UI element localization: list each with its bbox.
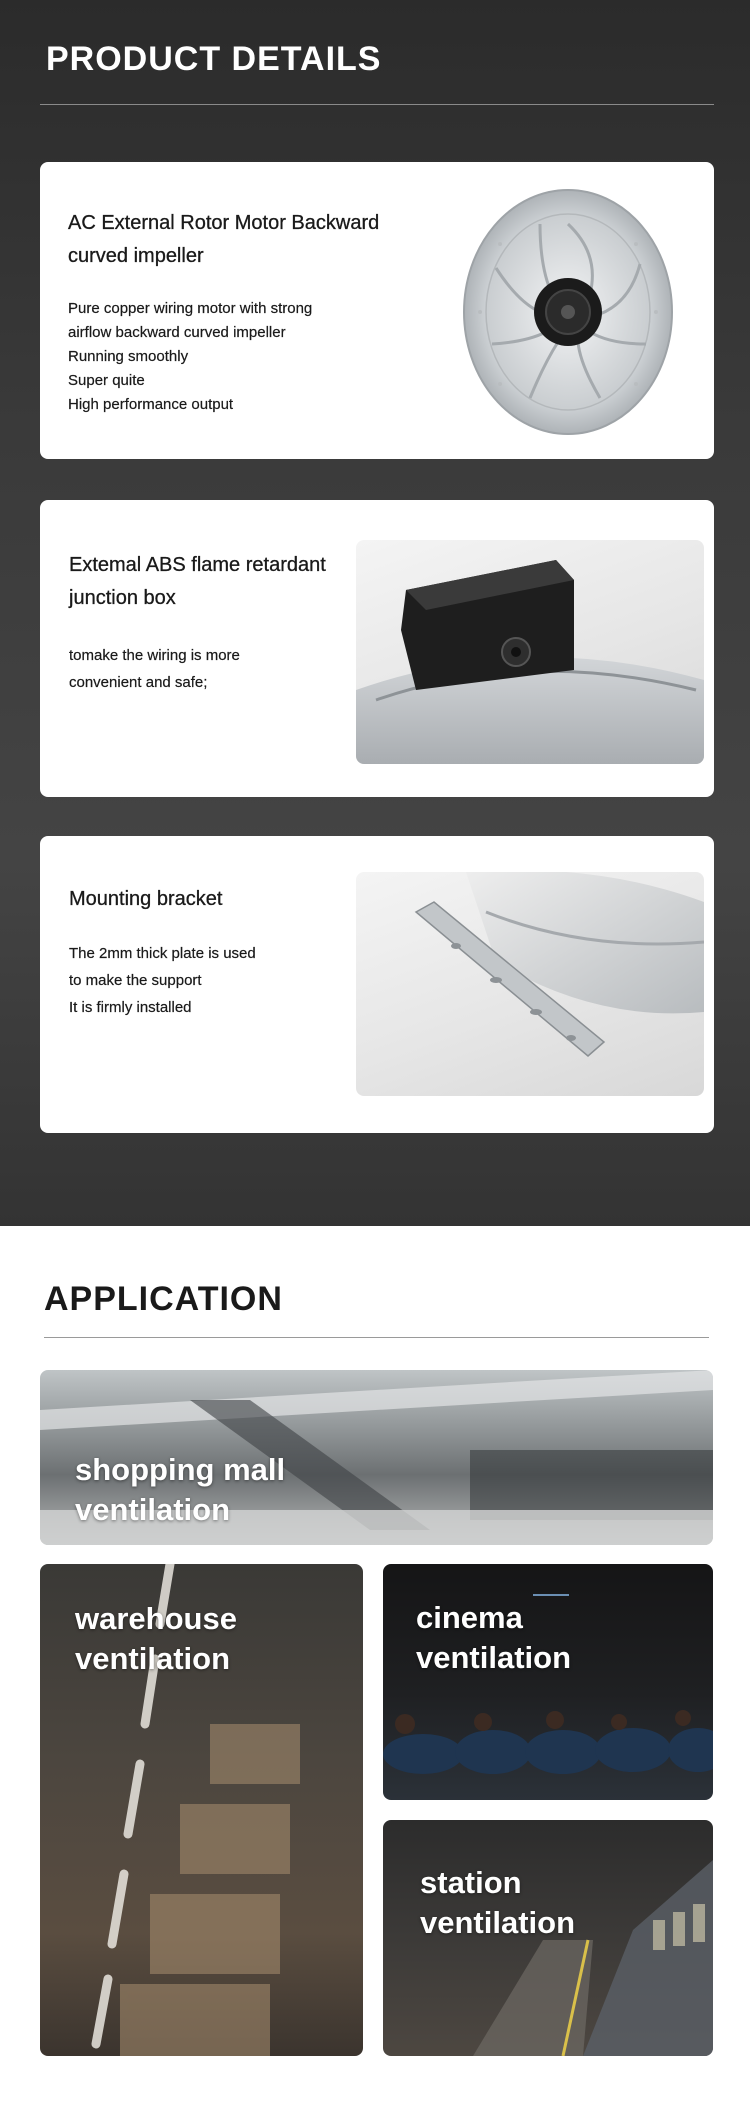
tile-label: cinema ventilation <box>416 1600 572 1675</box>
feature-card-impeller <box>40 162 714 459</box>
application-title: APPLICATION <box>44 1280 283 1318</box>
junction-box-image <box>356 540 704 764</box>
mounting-bracket-image <box>356 872 704 1096</box>
tile-label: station ventilation <box>420 1865 576 1940</box>
feature-title: Extemal ABS flame retardant junction box <box>69 554 326 609</box>
divider <box>40 104 714 105</box>
feature-line: The 2mm thick plate is used <box>69 945 256 962</box>
application-tile-warehouse <box>40 1564 363 2056</box>
feature-card-junction-box <box>40 500 714 797</box>
feature-description <box>69 940 256 1021</box>
feature-description <box>69 642 240 696</box>
divider <box>44 1337 709 1338</box>
feature-title: AC External Rotor Motor Backward curved impeller <box>68 212 380 267</box>
feature-title: Mounting bracket <box>69 888 223 910</box>
feature-line: airflow backward curved impeller <box>68 324 286 341</box>
tile-label: warehouse ventilation <box>75 1601 237 1676</box>
impeller-image <box>440 184 696 440</box>
application-tile-shopping-mall <box>40 1370 713 1545</box>
feature-line: Running smoothly <box>68 348 189 365</box>
feature-line: Super quite <box>68 372 145 389</box>
feature-line: It is firmly installed <box>69 999 192 1016</box>
feature-line: High performance output <box>68 396 234 413</box>
feature-description <box>68 297 312 417</box>
application-tile-cinema <box>383 1564 713 1800</box>
tile-label: shopping mall ventilation <box>75 1452 286 1527</box>
feature-card-mounting-bracket <box>40 836 714 1133</box>
application-tile-station <box>383 1820 713 2056</box>
product-details-title: PRODUCT DETAILS <box>46 40 382 78</box>
feature-line: tomake the wiring is more <box>69 647 240 664</box>
feature-line: convenient and safe; <box>69 674 208 691</box>
feature-line: Pure copper wiring motor with strong <box>68 300 313 317</box>
feature-line: to make the support <box>69 972 202 989</box>
